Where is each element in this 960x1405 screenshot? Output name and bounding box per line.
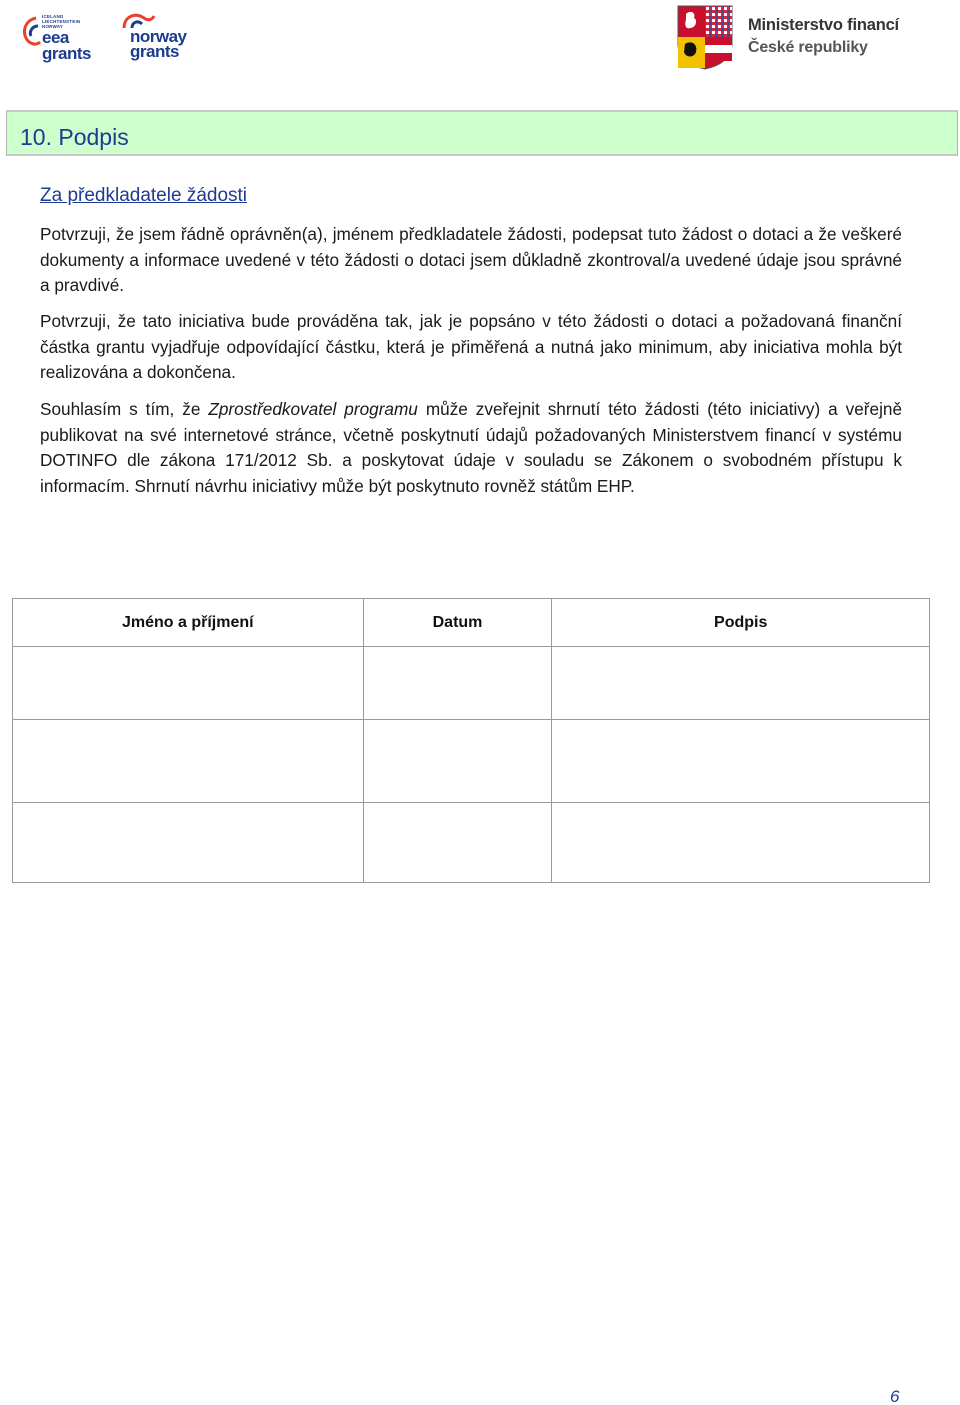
eea-word: eea [42, 28, 69, 47]
section-header [6, 110, 958, 156]
ministry-subtitle: České republiky [748, 39, 868, 56]
paragraph-consent-start: Souhlasím s tím, že [40, 399, 209, 419]
name-cell[interactable] [13, 803, 364, 883]
header-name: Jméno a příjmení [13, 599, 364, 647]
ministry-of-finance-logo [676, 4, 916, 72]
signature-table [12, 598, 930, 883]
date-cell[interactable] [363, 647, 552, 720]
table-row [13, 803, 930, 883]
header-date: Datum [363, 599, 552, 647]
grants-word: grants [130, 42, 179, 61]
signature-cell[interactable] [552, 647, 930, 720]
date-cell[interactable] [363, 803, 552, 883]
page-number: 6 [890, 1387, 900, 1405]
program-intermediary-term: Zprostředkovatel programu [208, 399, 418, 419]
norway-word: norway [130, 27, 187, 46]
signature-cell[interactable] [552, 720, 930, 803]
eea-countries-text: ICELAND LIECHTENSTEIN NORWAY [42, 14, 81, 29]
header-signature: Podpis [552, 599, 930, 647]
name-cell[interactable] [13, 647, 364, 720]
signature-cell[interactable] [552, 803, 930, 883]
paragraph-authorization: Potvrzuji, že jsem řádně oprávněn(a), jménem předkladatele žádosti, podepsat tuto žádost o dotaci a že veškeré dokumenty a informace uvedené v této žádosti o dotaci jsem důkladně zkontroval/a uvedené údaje jsou správné a pravdivé. [40, 224, 902, 296]
table-header-row [13, 599, 930, 647]
grants-word: grants [42, 44, 91, 63]
name-cell[interactable] [13, 720, 364, 803]
paragraph-consent [40, 397, 902, 500]
norway-grants-logo [122, 12, 202, 64]
paragraph-implementation: Potvrzuji, že tato iniciativa bude prováděna tak, jak je popsáno v této žádosti o dotaci a požadovaná finanční částka grantu vyjadřuje odpovídající částku, která je přiměřená a nutná jako minimum, aby iniciativa mohla být realizována a dokončena. [40, 311, 902, 383]
ministry-name: Ministerstvo financí [748, 16, 899, 34]
paragraph-consent-rest: může zveřejnit shrnutí této žádosti (této iniciativy) a veřejně publikovat na své internetové stránce, včetně poskytnutí údajů požadovaných Ministerstvem financí v systému DOTINFO dle zákona 171/2012 Sb. a poskytovat údaje v souladu se Zákonem o svobodném přístupu k informacím. Shrnutí návrhu iniciativy může být poskytnuto rovněž státům EHP. [40, 399, 903, 497]
eea-swirl-icon [22, 16, 44, 50]
date-cell[interactable] [363, 720, 552, 803]
czech-coat-of-arms-icon [676, 4, 734, 70]
subheading: Za předkladatele žádosti [40, 185, 248, 206]
eea-grants-logo [22, 12, 102, 64]
table-row [13, 720, 930, 803]
table-row [13, 647, 930, 720]
section-title: 10. Podpis [20, 124, 129, 150]
